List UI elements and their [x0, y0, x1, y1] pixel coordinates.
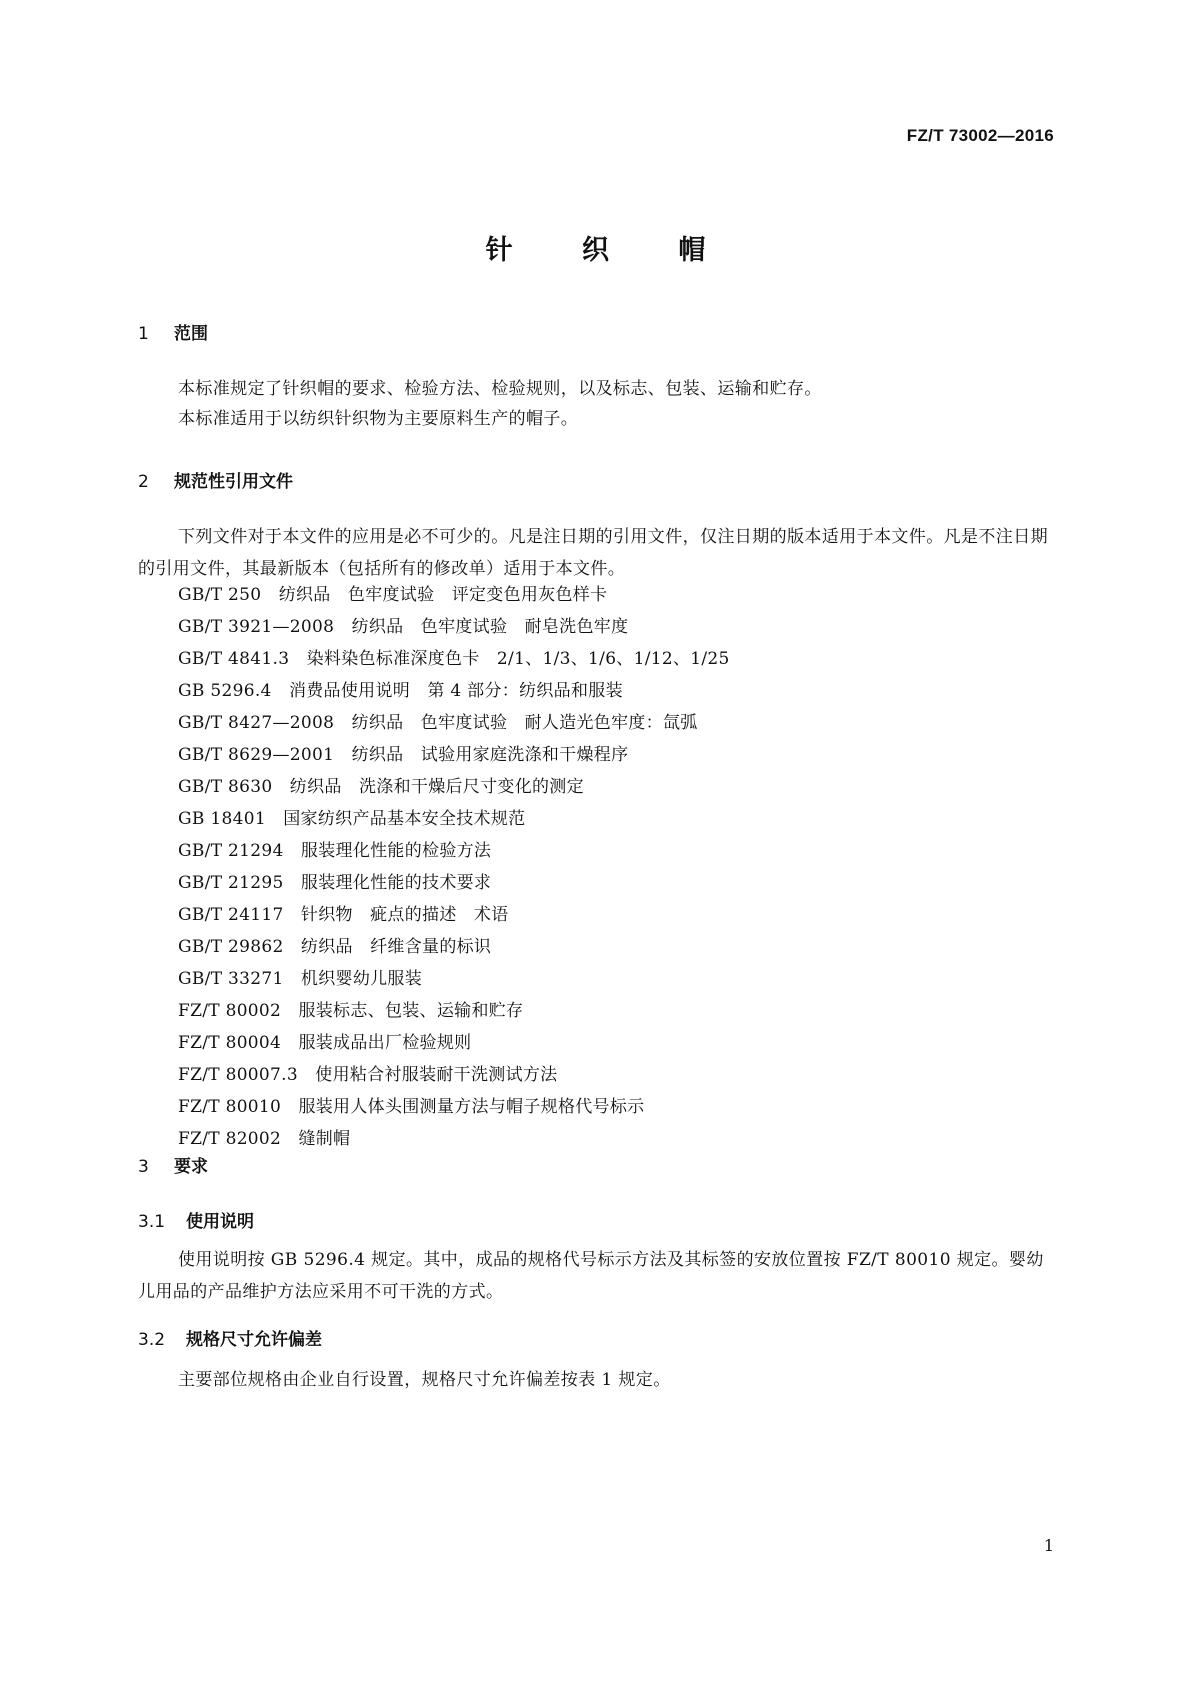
tolerance-text: 主要部位规格由企业自行设置，规格尺寸允许偏差按表 1 规定。 — [178, 1370, 671, 1390]
standard-number: FZ/T 73002—2016 — [906, 126, 1054, 145]
reference-item: GB/T 24117 针织物 疵点的描述 术语 — [178, 905, 509, 925]
section-3-2-heading — [138, 1325, 322, 1350]
section-3-1-heading — [138, 1207, 254, 1232]
reference-item: GB/T 250 纺织品 色牢度试验 评定变色用灰色样卡 — [178, 585, 608, 605]
section-title: 使用说明 — [186, 1212, 254, 1232]
reference-item: GB/T 8629—2001 纺织品 试验用家庭洗涤和干燥程序 — [178, 745, 629, 765]
section-1-heading — [138, 319, 208, 344]
tolerance-paragraph — [138, 1364, 1058, 1396]
reference-item: GB/T 21294 服装理化性能的检验方法 — [178, 841, 492, 861]
section-number: 3.2 — [138, 1330, 166, 1350]
reference-item: GB/T 3921—2008 纺织品 色牢度试验 耐皂洗色牢度 — [178, 617, 629, 637]
section-number: 3 — [138, 1157, 149, 1177]
scope-paragraph-2 — [138, 403, 1058, 435]
document-title: 针 织 帽 — [485, 235, 736, 266]
reference-item: FZ/T 80002 服装标志、包装、运输和贮存 — [178, 1001, 524, 1021]
reference-item: GB/T 21295 服装理化性能的技术要求 — [178, 873, 492, 893]
usage-paragraph — [138, 1244, 1058, 1308]
usage-text: 使用说明按 GB 5296.4 规定。其中，成品的规格代号标示方法及其标签的安放位置按 FZ/T 80010 规定。婴幼儿用品的产品维护方法应采用不可干洗的方式。 — [138, 1250, 1044, 1302]
section-number: 1 — [138, 324, 149, 344]
reference-item: FZ/T 80007.3 使用粘合衬服装耐干洗测试方法 — [178, 1065, 558, 1085]
section-3-heading — [138, 1152, 208, 1177]
normative-intro-text: 下列文件对于本文件的应用是必不可少的。凡是注日期的引用文件，仅注日期的版本适用于本文件。凡是不注日期的引用文件，其最新版本（包括所有的修改单）适用于本文件。 — [138, 527, 1048, 579]
scope-text-1: 本标准规定了针织帽的要求、检验方法、检验规则，以及标志、包装、运输和贮存。 — [178, 379, 822, 399]
reference-item: FZ/T 80010 服装用人体头围测量方法与帽子规格代号标示 — [178, 1097, 645, 1117]
reference-item: FZ/T 80004 服装成品出厂检验规则 — [178, 1033, 472, 1053]
reference-item: FZ/T 82002 缝制帽 — [178, 1129, 351, 1149]
reference-item: GB/T 33271 机织婴幼儿服装 — [178, 969, 423, 989]
normative-intro — [138, 521, 1058, 585]
section-title: 要求 — [174, 1157, 208, 1177]
reference-item: GB 18401 国家纺织产品基本安全技术规范 — [178, 809, 526, 829]
scope-text-2: 本标准适用于以纺织针织物为主要原料生产的帽子。 — [178, 409, 579, 429]
section-title: 规格尺寸允许偏差 — [186, 1330, 322, 1350]
section-title: 范围 — [174, 324, 208, 344]
scope-paragraph-1 — [138, 373, 1058, 405]
section-title: 规范性引用文件 — [174, 472, 293, 492]
section-2-heading — [138, 467, 293, 492]
section-number: 2 — [138, 472, 149, 492]
reference-list — [178, 579, 730, 1155]
reference-item: GB/T 8630 纺织品 洗涤和干燥后尺寸变化的测定 — [178, 777, 584, 797]
reference-item: GB 5296.4 消费品使用说明 第 4 部分：纺织品和服装 — [178, 681, 623, 701]
reference-item: GB/T 29862 纺织品 纤维含量的标识 — [178, 937, 492, 957]
reference-item: GB/T 4841.3 染料染色标准深度色卡 2/1、1/3、1/6、1/12、1/25 — [178, 649, 730, 669]
section-number: 3.1 — [138, 1212, 166, 1232]
page-number: 1 — [1043, 1536, 1054, 1555]
reference-item: GB/T 8427—2008 纺织品 色牢度试验 耐人造光色牢度：氙弧 — [178, 713, 698, 733]
